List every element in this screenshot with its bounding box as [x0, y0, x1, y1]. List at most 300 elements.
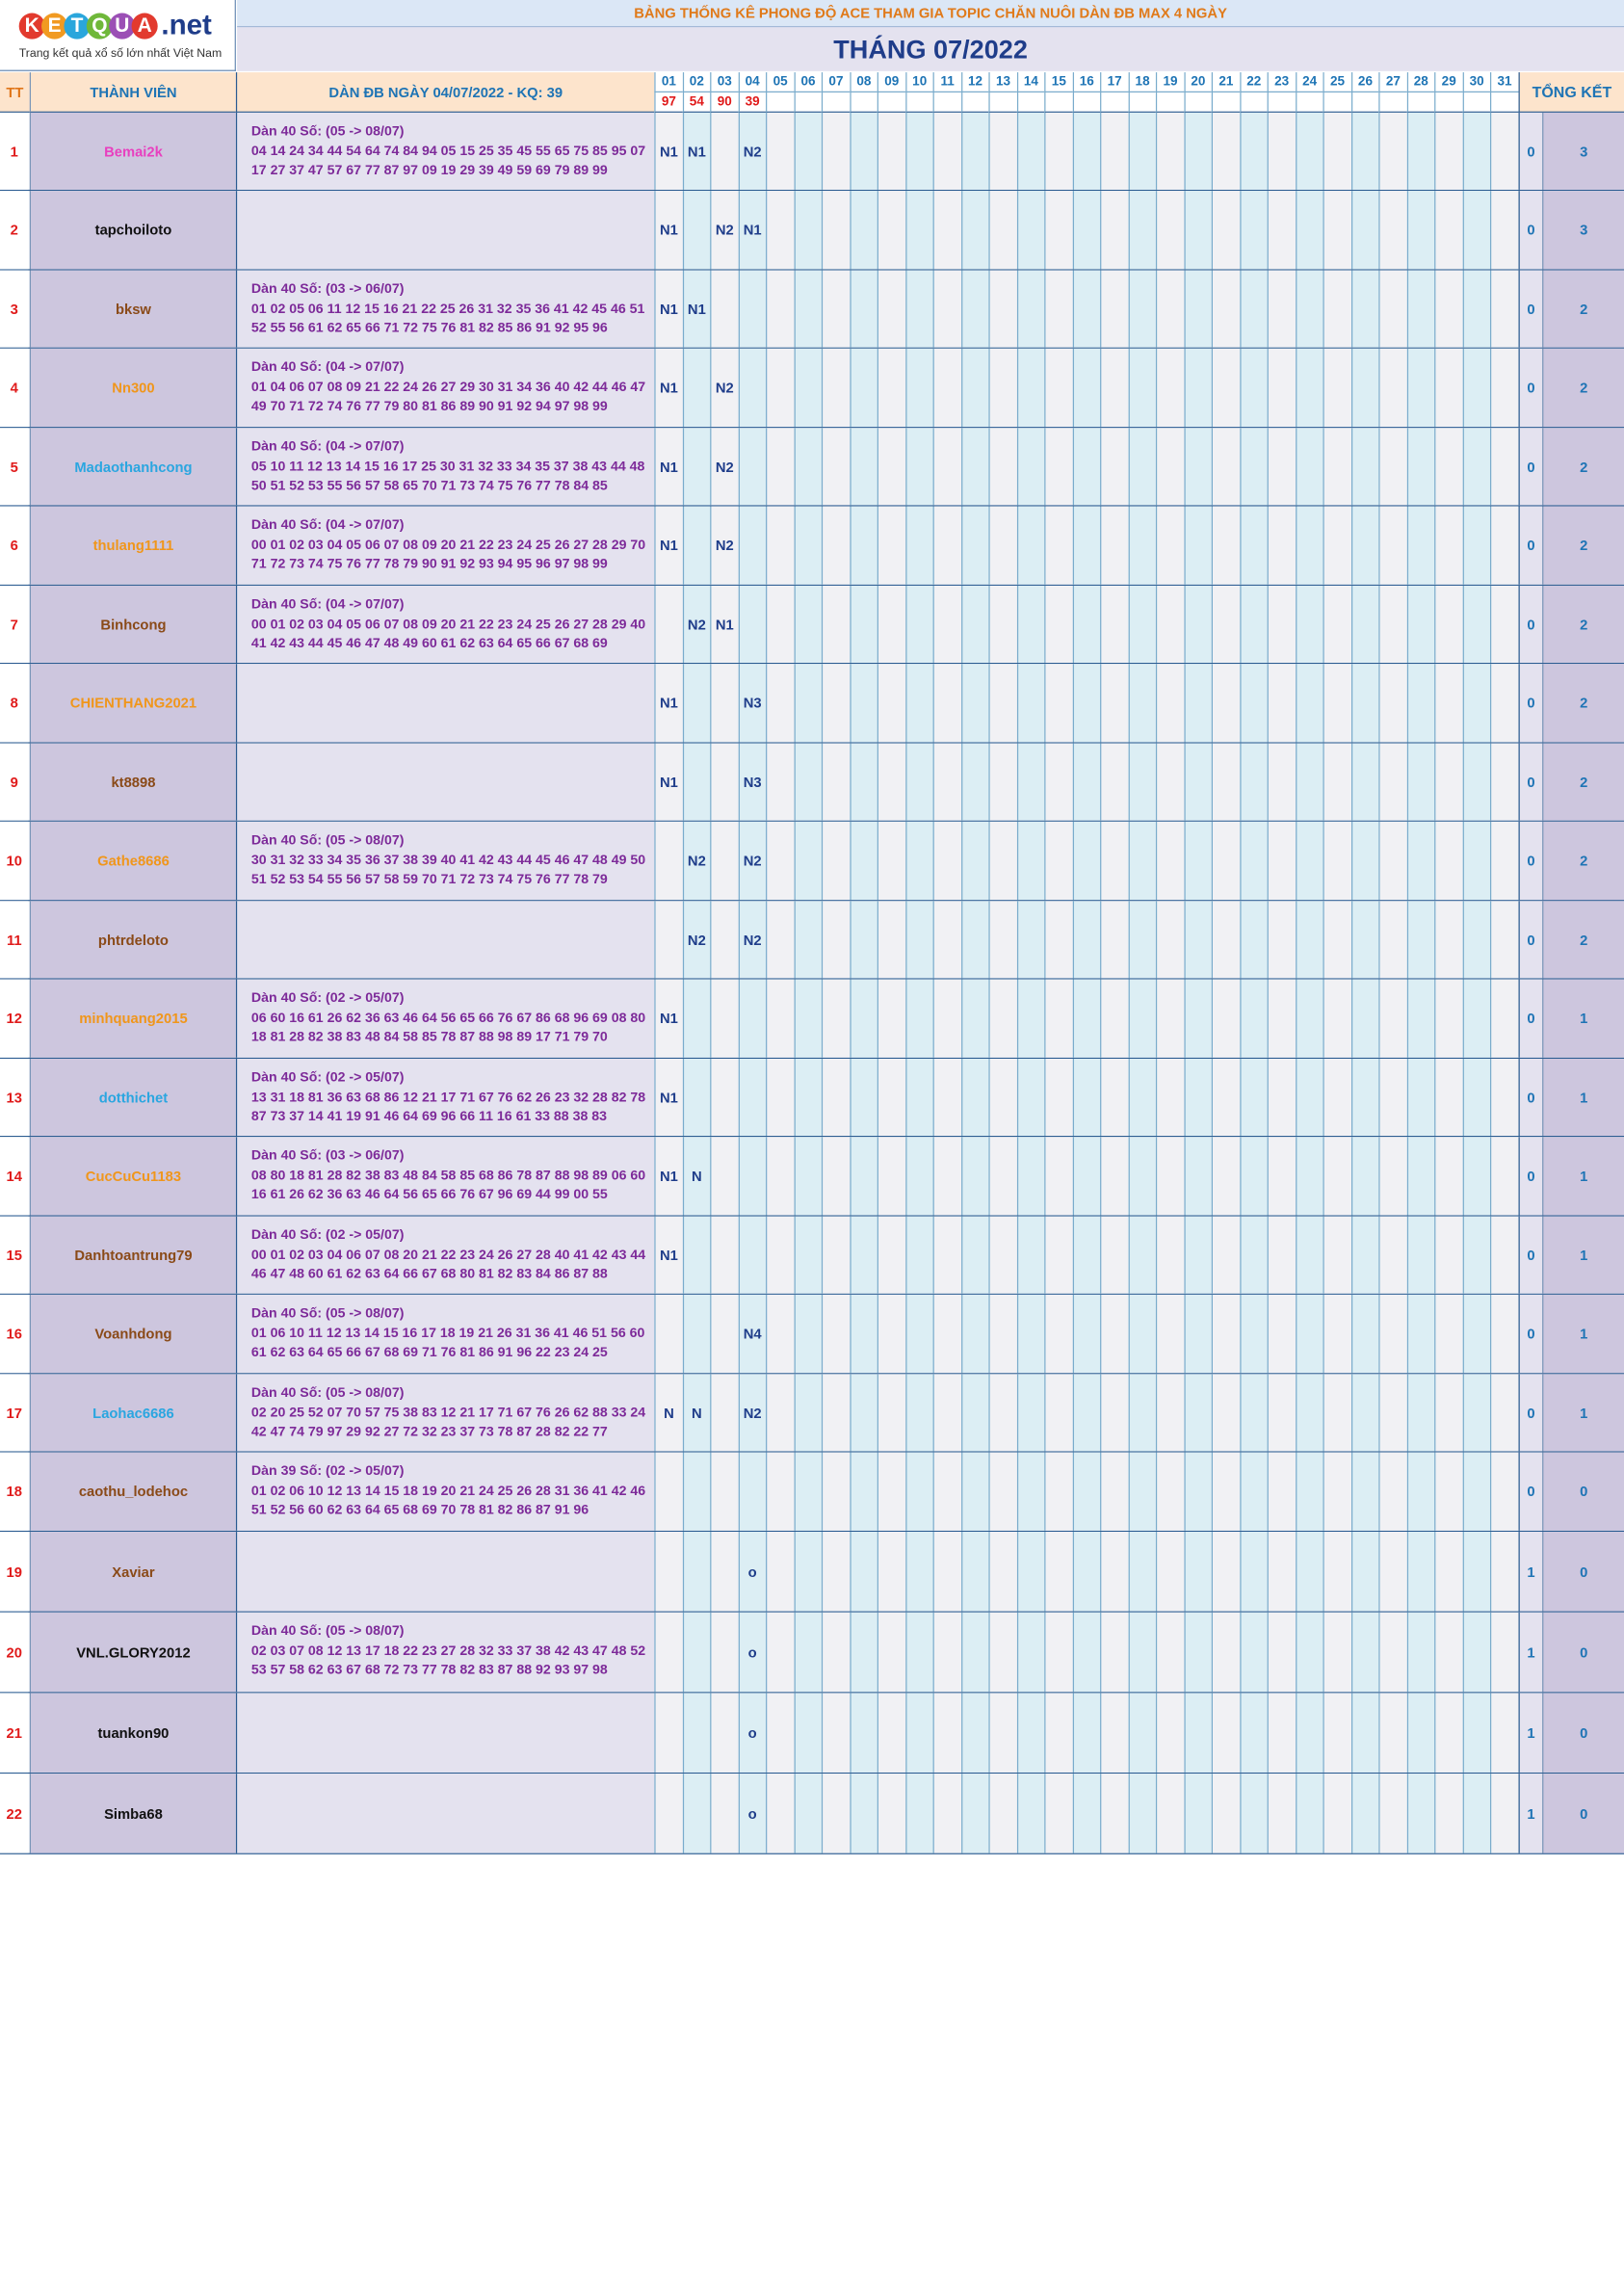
- day-cell: [1128, 1137, 1156, 1215]
- day-cell: [1350, 507, 1378, 585]
- day-cell: [933, 901, 961, 978]
- day-cell: [1240, 822, 1268, 900]
- dan-line: 01 02 05 06 11 12 15 16 21 22 25 26 31 32 35 36 41 42 45 46 51: [250, 302, 645, 316]
- member-name[interactable]: thulang1111: [30, 507, 236, 585]
- day-header: 18: [1128, 72, 1156, 92]
- dan-line: 71 72 73 74 75 76 77 78 79 90 91 92 93 94 95 96 97 98 99: [250, 557, 608, 572]
- day-cell: [1378, 664, 1406, 742]
- row-index: 14: [0, 1137, 29, 1215]
- day-cell: [1156, 901, 1184, 978]
- day-cell: [1350, 428, 1378, 505]
- day-cell: [1072, 1137, 1100, 1215]
- day-cell: [1434, 980, 1462, 1058]
- day-cell: [1016, 1374, 1044, 1451]
- day-cell: [682, 664, 710, 742]
- day-cell: [850, 1453, 877, 1531]
- day-cell: [988, 1374, 1016, 1451]
- day-cell: [1268, 113, 1296, 190]
- day-cell: [933, 1217, 961, 1294]
- day-cell: [1156, 1693, 1184, 1772]
- row-index: 9: [0, 744, 29, 821]
- day-cell: [1212, 822, 1240, 900]
- day-cell: N1: [654, 428, 682, 505]
- day-cell: [738, 1453, 766, 1531]
- day-cell: [1240, 1374, 1268, 1451]
- day-cell: [1156, 428, 1184, 505]
- day-cell: [1128, 428, 1156, 505]
- member-name[interactable]: Simba68: [30, 1774, 236, 1853]
- day-cell: [1323, 1059, 1350, 1136]
- day-cell: [1406, 744, 1434, 821]
- day-cell: [794, 980, 822, 1058]
- day-cell: [1100, 586, 1128, 663]
- member-name[interactable]: tuankon90: [30, 1693, 236, 1772]
- day-cell: [1490, 428, 1518, 505]
- row-index: 3: [0, 271, 29, 348]
- total-col-b: 1: [1542, 1137, 1624, 1215]
- day-cell: [1268, 428, 1296, 505]
- dan-line: 00 01 02 03 04 05 06 07 08 09 20 21 22 23 24 25 26 27 28 29 70: [250, 538, 646, 552]
- ketqua-logo[interactable]: [0, 0, 236, 71]
- total-col-b: 2: [1542, 271, 1624, 348]
- dan-line: 13 31 18 81 36 63 68 86 12 21 17 71 67 76 62 26 23 32 28 82 78: [250, 1090, 646, 1105]
- day-cell: [1350, 1059, 1378, 1136]
- day-cell: [1016, 113, 1044, 190]
- total-col-b: 2: [1542, 901, 1624, 978]
- day-cell: [1016, 1774, 1044, 1853]
- row-index: 13: [0, 1059, 29, 1136]
- day-cell: [1128, 1613, 1156, 1692]
- total-col-a: 0: [1519, 1137, 1543, 1215]
- day-cell: [1490, 1137, 1518, 1215]
- day-cell: [1016, 271, 1044, 348]
- day-cell: [1434, 349, 1462, 427]
- member-name[interactable]: Gathe8686: [30, 822, 236, 900]
- table-row: [0, 744, 1624, 822]
- day-cell: N1: [710, 586, 738, 663]
- day-result: [1212, 92, 1240, 113]
- day-cell: [1100, 1613, 1128, 1692]
- day-cell: [794, 1693, 822, 1772]
- day-cell: [1212, 901, 1240, 978]
- day-cell: [1100, 1453, 1128, 1531]
- day-cell: [988, 1774, 1016, 1853]
- day-cell: [905, 1374, 933, 1451]
- day-cell: [1406, 586, 1434, 663]
- day-cell: [1434, 1613, 1462, 1692]
- day-cell: [1072, 349, 1100, 427]
- day-cell: [1323, 901, 1350, 978]
- day-header: 21: [1212, 72, 1240, 92]
- day-cell: [1406, 1217, 1434, 1294]
- day-cell: [1016, 822, 1044, 900]
- day-cell: [988, 191, 1016, 269]
- day-cell: [988, 1217, 1016, 1294]
- day-cell: [1100, 744, 1128, 821]
- day-cell: [1434, 1374, 1462, 1451]
- day-cell: [766, 901, 794, 978]
- dan-line: 42 47 74 79 97 29 92 27 72 32 23 37 73 78 87 28 82 22 77: [250, 1425, 608, 1440]
- day-cell: [850, 1613, 877, 1692]
- day-cell: N1: [682, 271, 710, 348]
- day-cell: [1072, 1613, 1100, 1692]
- day-cell: [766, 1774, 794, 1853]
- day-cell: [822, 1374, 850, 1451]
- day-header: 23: [1268, 72, 1296, 92]
- day-cell: [1072, 1453, 1100, 1531]
- day-cell: [905, 1693, 933, 1772]
- day-cell: [1044, 980, 1072, 1058]
- day-cell: [1156, 271, 1184, 348]
- day-cell: [1434, 1059, 1462, 1136]
- day-cell: [1072, 1774, 1100, 1853]
- day-cell: [1100, 822, 1128, 900]
- day-cell: N1: [654, 113, 682, 190]
- dan-numbers: [236, 507, 654, 585]
- total-col-b: 2: [1542, 744, 1624, 821]
- day-header: 29: [1434, 72, 1462, 92]
- day-cell: [794, 113, 822, 190]
- day-cell: [988, 1137, 1016, 1215]
- day-cell: [1296, 901, 1323, 978]
- day-cell: [1296, 1295, 1323, 1373]
- table-row: [0, 191, 1624, 270]
- day-cell: [905, 1613, 933, 1692]
- day-cell: [1406, 822, 1434, 900]
- day-cell: [933, 1137, 961, 1215]
- day-cell: [877, 1532, 905, 1611]
- day-cell: [1044, 1137, 1072, 1215]
- day-cell: [988, 744, 1016, 821]
- day-result: [1044, 92, 1072, 113]
- day-cell: [1016, 901, 1044, 978]
- day-cell: [1044, 744, 1072, 821]
- day-cell: [1323, 586, 1350, 663]
- row-index: 19: [0, 1532, 29, 1611]
- day-cell: [1184, 271, 1212, 348]
- day-cell: [1406, 428, 1434, 505]
- day-cell: [1128, 1217, 1156, 1294]
- day-cell: [1072, 664, 1100, 742]
- day-cell: [1128, 507, 1156, 585]
- table-row: [0, 664, 1624, 743]
- day-cell: [1378, 349, 1406, 427]
- day-cell: [850, 1532, 877, 1611]
- day-cell: [1156, 507, 1184, 585]
- day-cell: [905, 271, 933, 348]
- day-cell: [1240, 1217, 1268, 1294]
- dan-line: 00 01 02 03 04 06 07 08 20 21 22 23 24 26 27 28 40 41 42 43 44: [250, 1248, 646, 1263]
- day-cell: [850, 901, 877, 978]
- day-cell: [1490, 1374, 1518, 1451]
- day-cell: [682, 349, 710, 427]
- day-cell: [905, 1774, 933, 1853]
- logo-letter: E: [41, 13, 67, 39]
- dan-line: 06 60 16 61 26 62 36 63 46 64 56 65 66 76 67 86 68 96 69 08 80: [250, 1011, 646, 1025]
- day-cell: [1184, 191, 1212, 269]
- table-row: [0, 1295, 1624, 1374]
- dan-heading: Dàn 40 Số: (02 -> 05/07): [250, 1228, 405, 1243]
- day-result: [1128, 92, 1156, 113]
- day-result: [1240, 92, 1268, 113]
- day-cell: [1072, 507, 1100, 585]
- day-cell: [1406, 1295, 1434, 1373]
- day-cell: [988, 1532, 1016, 1611]
- day-cell: [822, 1774, 850, 1853]
- day-cell: [988, 1693, 1016, 1772]
- day-cell: [1268, 191, 1296, 269]
- row-index: 8: [0, 664, 29, 742]
- day-cell: [1378, 744, 1406, 821]
- day-cell: [822, 744, 850, 821]
- day-cell: [960, 1059, 988, 1136]
- day-result: 97: [654, 92, 682, 113]
- member-name[interactable]: Danhtoantrung79: [30, 1217, 236, 1294]
- day-result: [794, 92, 822, 113]
- member-name[interactable]: Binhcong: [30, 586, 236, 663]
- total-col-a: 1: [1519, 1693, 1543, 1772]
- day-cell: [1296, 507, 1323, 585]
- day-cell: [1462, 586, 1490, 663]
- day-cell: [738, 349, 766, 427]
- dan-line: 01 02 06 10 12 13 14 15 18 19 20 21 24 25 26 28 31 36 41 42 46: [250, 1484, 646, 1498]
- dan-line: 52 55 56 61 62 65 66 71 72 75 76 81 82 85 86 91 92 95 96: [250, 321, 608, 336]
- logo-letter: A: [132, 13, 158, 39]
- total-col-b: 0: [1542, 1774, 1624, 1853]
- member-name[interactable]: Bemai2k: [30, 113, 236, 190]
- day-cell: [1296, 664, 1323, 742]
- dan-heading: Dàn 40 Số: (04 -> 07/07): [250, 360, 405, 375]
- day-cell: [1296, 744, 1323, 821]
- day-cell: N1: [738, 191, 766, 269]
- day-cell: [877, 1453, 905, 1531]
- day-result: [822, 92, 850, 113]
- dan-line: 49 70 71 72 74 76 77 79 80 81 86 89 90 91 92 94 97 98 99: [250, 399, 608, 414]
- day-cell: [905, 1453, 933, 1531]
- day-cell: [905, 1059, 933, 1136]
- day-cell: [960, 664, 988, 742]
- day-cell: [794, 1613, 822, 1692]
- dan-line: 01 04 06 07 08 09 21 22 24 26 27 29 30 31 34 36 40 42 44 46 47: [250, 380, 646, 395]
- member-name[interactable]: caothu_lodehoc: [30, 1453, 236, 1531]
- day-cell: [1268, 744, 1296, 821]
- day-cell: [1268, 1613, 1296, 1692]
- day-cell: [960, 428, 988, 505]
- day-cell: [933, 271, 961, 348]
- total-col-a: 0: [1519, 271, 1543, 348]
- day-cell: [794, 664, 822, 742]
- row-index: 6: [0, 507, 29, 585]
- member-name[interactable]: minhquang2015: [30, 980, 236, 1058]
- day-cell: [1378, 1295, 1406, 1373]
- day-cell: [1240, 1295, 1268, 1373]
- table-row: [0, 1059, 1624, 1137]
- day-cell: [1184, 1693, 1212, 1772]
- day-cell: [988, 1295, 1016, 1373]
- day-header: 14: [1016, 72, 1044, 92]
- day-result: 39: [738, 92, 766, 113]
- header-member: THÀNH VIÊN: [30, 72, 236, 113]
- day-cell: [1240, 1137, 1268, 1215]
- member-name[interactable]: Xaviar: [30, 1532, 236, 1611]
- member-name[interactable]: kt8898: [30, 744, 236, 821]
- day-cell: [1350, 1137, 1378, 1215]
- day-cell: [1156, 1137, 1184, 1215]
- day-cell: [1378, 822, 1406, 900]
- day-cell: [1296, 1453, 1323, 1531]
- table-row: [0, 349, 1624, 428]
- day-cell: [988, 586, 1016, 663]
- dan-line: 02 03 07 08 12 13 17 18 22 23 27 28 32 33 37 38 42 43 47 48 52: [250, 1643, 646, 1659]
- day-cell: [1378, 428, 1406, 505]
- day-cell: [1434, 822, 1462, 900]
- day-cell: [822, 901, 850, 978]
- day-cell: [1323, 980, 1350, 1058]
- day-cell: [877, 1059, 905, 1136]
- day-cell: [1268, 1059, 1296, 1136]
- day-cell: [766, 271, 794, 348]
- logo-tagline: Trang kết quả xổ số lớn nhất Việt Nam: [18, 47, 223, 61]
- day-cell: [766, 428, 794, 505]
- day-cell: N2: [710, 428, 738, 505]
- day-result: [850, 92, 877, 113]
- day-cell: [960, 1693, 988, 1772]
- day-cell: [1212, 1059, 1240, 1136]
- day-cell: [1350, 271, 1378, 348]
- day-cell: [1044, 428, 1072, 505]
- day-header: 17: [1100, 72, 1128, 92]
- day-cell: o: [738, 1693, 766, 1772]
- day-cell: N1: [654, 1217, 682, 1294]
- day-cell: [1323, 744, 1350, 821]
- day-cell: [1462, 1532, 1490, 1611]
- day-cell: [960, 1613, 988, 1692]
- day-cell: [1296, 980, 1323, 1058]
- member-name[interactable]: Laohac6686: [30, 1374, 236, 1451]
- day-cell: N3: [738, 744, 766, 821]
- day-cell: [1296, 1217, 1323, 1294]
- table-row: [0, 1774, 1624, 1854]
- total-col-a: 0: [1519, 664, 1543, 742]
- day-cell: [905, 822, 933, 900]
- table-row: [0, 980, 1624, 1059]
- day-cell: [1490, 1532, 1518, 1611]
- day-cell: [1100, 507, 1128, 585]
- day-cell: [1016, 428, 1044, 505]
- day-cell: [877, 664, 905, 742]
- total-col-b: 1: [1542, 1374, 1624, 1451]
- table-row: [0, 1374, 1624, 1452]
- member-name[interactable]: CHIENTHANG2021: [30, 664, 236, 742]
- total-col-b: 0: [1542, 1693, 1624, 1772]
- day-cell: [850, 664, 877, 742]
- day-cell: [1072, 901, 1100, 978]
- day-cell: [877, 1693, 905, 1772]
- day-header: 20: [1184, 72, 1212, 92]
- member-name[interactable]: phtrdeloto: [30, 901, 236, 978]
- member-name[interactable]: CucCuCu1183: [30, 1137, 236, 1215]
- day-cell: [1490, 1217, 1518, 1294]
- day-cell: N: [682, 1374, 710, 1451]
- day-cell: [877, 586, 905, 663]
- day-cell: [1072, 191, 1100, 269]
- day-cell: [738, 980, 766, 1058]
- day-cell: [766, 1532, 794, 1611]
- day-cell: [1462, 113, 1490, 190]
- day-cell: [822, 349, 850, 427]
- member-name[interactable]: Madaothanhcong: [30, 428, 236, 505]
- day-cell: [1184, 664, 1212, 742]
- day-cell: [1268, 980, 1296, 1058]
- day-cell: [960, 349, 988, 427]
- day-cell: [1100, 1774, 1128, 1853]
- day-cell: [1296, 1059, 1323, 1136]
- day-cell: [933, 1374, 961, 1451]
- member-name[interactable]: Voanhdong: [30, 1295, 236, 1373]
- day-cell: [1212, 428, 1240, 505]
- day-cell: [1156, 1532, 1184, 1611]
- table-row: [0, 507, 1624, 586]
- day-cell: [1268, 664, 1296, 742]
- member-name[interactable]: Nn300: [30, 349, 236, 427]
- day-cell: [1128, 1693, 1156, 1772]
- member-name[interactable]: dotthichet: [30, 1059, 236, 1136]
- header-dan: DÀN ĐB NGÀY 04/07/2022 - KQ: 39: [236, 72, 654, 113]
- day-cell: [850, 349, 877, 427]
- total-col-a: 0: [1519, 113, 1543, 190]
- day-cell: [1044, 1453, 1072, 1531]
- day-cell: [794, 1217, 822, 1294]
- day-result: 54: [682, 92, 710, 113]
- day-cell: N2: [682, 901, 710, 978]
- day-cell: [1490, 1693, 1518, 1772]
- day-cell: [905, 1137, 933, 1215]
- day-header: 06: [794, 72, 822, 92]
- day-cell: [1323, 507, 1350, 585]
- day-cell: [988, 1453, 1016, 1531]
- member-name[interactable]: tapchoiloto: [30, 191, 236, 269]
- day-cell: [1184, 428, 1212, 505]
- total-col-b: 1: [1542, 1295, 1624, 1373]
- dan-heading: Dàn 40 Số: (05 -> 08/07): [250, 833, 405, 848]
- row-index: 7: [0, 586, 29, 663]
- day-cell: [1462, 1059, 1490, 1136]
- day-cell: [1184, 1217, 1212, 1294]
- day-cell: [1044, 901, 1072, 978]
- day-cell: [1044, 507, 1072, 585]
- day-cell: [1128, 901, 1156, 978]
- member-name[interactable]: VNL.GLORY2012: [30, 1613, 236, 1692]
- day-cell: [682, 1774, 710, 1853]
- day-cell: [822, 507, 850, 585]
- day-cell: [905, 1295, 933, 1373]
- day-cell: [1156, 113, 1184, 190]
- total-col-b: 1: [1542, 980, 1624, 1058]
- total-col-b: 0: [1542, 1453, 1624, 1531]
- day-cell: [710, 1613, 738, 1692]
- total-col-a: 1: [1519, 1613, 1543, 1692]
- member-name[interactable]: bksw: [30, 271, 236, 348]
- day-cell: [794, 586, 822, 663]
- day-cell: [682, 1059, 710, 1136]
- day-cell: [1434, 191, 1462, 269]
- day-cell: [710, 113, 738, 190]
- day-cell: [960, 507, 988, 585]
- day-cell: [1323, 1693, 1350, 1772]
- day-cell: [1128, 1532, 1156, 1611]
- day-cell: [1240, 664, 1268, 742]
- day-cell: [1100, 1532, 1128, 1611]
